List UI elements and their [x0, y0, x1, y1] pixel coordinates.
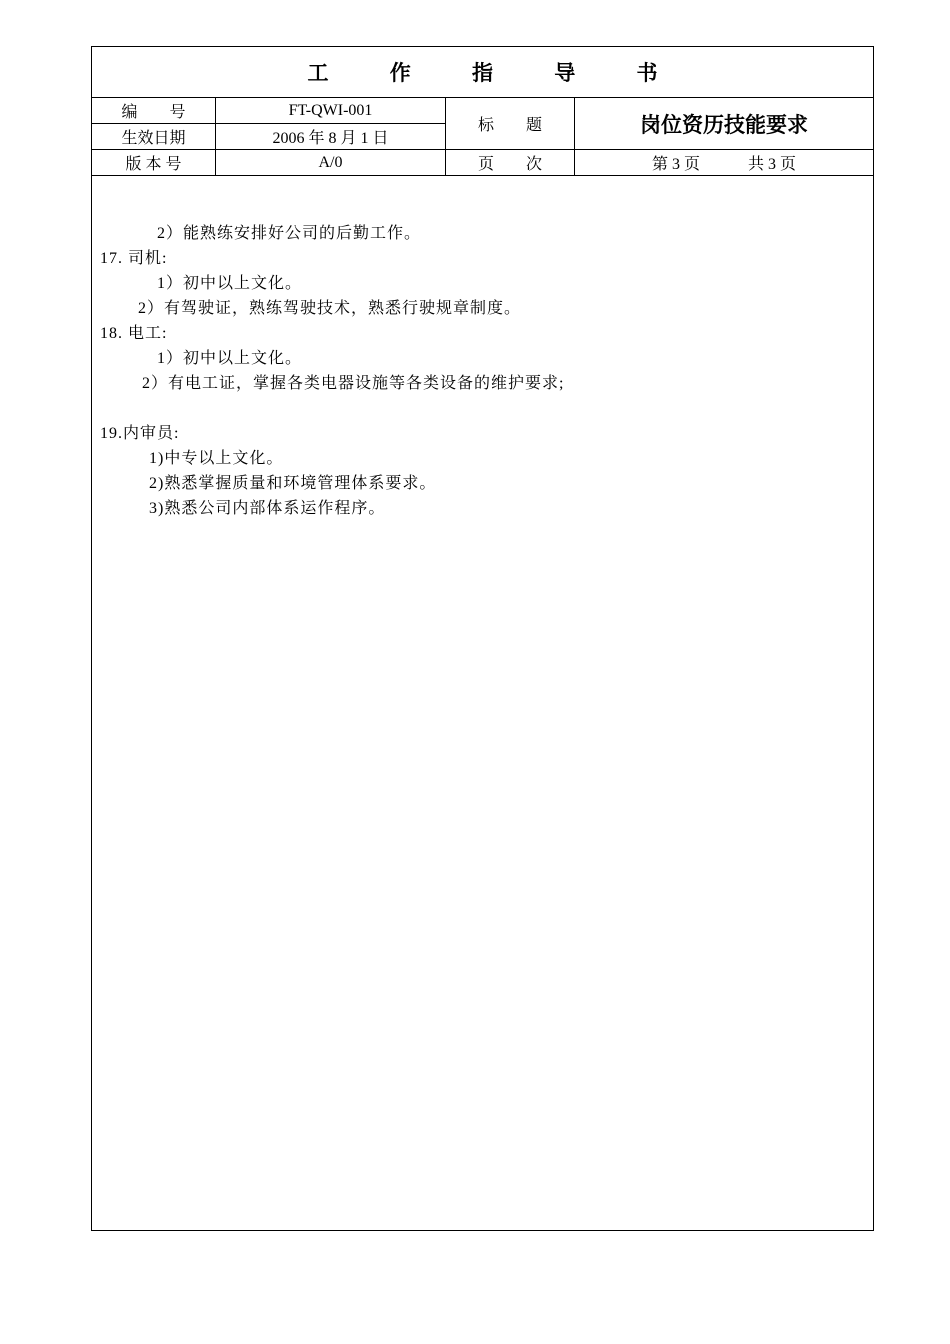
- text-line: 1)中专以上文化。: [149, 450, 284, 467]
- effective-date-label: 生效日期: [121, 130, 186, 147]
- text-line: 2）有电工证，掌握各类电器设施等各类设备的维护要求;: [142, 375, 565, 392]
- document-frame: [91, 46, 874, 1231]
- version-value: A/0: [318, 153, 343, 171]
- section-heading: 17. 司机:: [100, 250, 168, 267]
- page-value: 第 3 页 共 3 页: [651, 156, 796, 173]
- header-table: [92, 98, 873, 176]
- text-line: 3)熟悉公司内部体系运作程序。: [149, 500, 386, 517]
- document-title: 工 作 指 导 书: [92, 47, 873, 98]
- section-heading: 19.内审员:: [100, 425, 180, 442]
- text-line: 2）有驾驶证，熟练驾驶技术，熟悉行驶规章制度。: [138, 300, 522, 317]
- version-label: 版 本 号: [125, 156, 182, 173]
- title-label: 标 题: [477, 117, 542, 134]
- text-line: 2）能熟练安排好公司的后勤工作。: [157, 225, 422, 242]
- text-line: 2)熟悉掌握质量和环境管理体系要求。: [149, 475, 437, 492]
- effective-date-value: 2006 年 8 月 1 日: [272, 130, 389, 147]
- page-label: 页 次: [477, 156, 542, 173]
- number-label: 编 号: [121, 104, 186, 121]
- number-value: FT-QWI-001: [288, 101, 373, 119]
- text-line: 1）初中以上文化。: [157, 350, 303, 367]
- section-heading: 18. 电工:: [100, 325, 168, 342]
- text-line: 1）初中以上文化。: [157, 275, 303, 292]
- title-value: 岗位资历技能要求: [640, 112, 808, 137]
